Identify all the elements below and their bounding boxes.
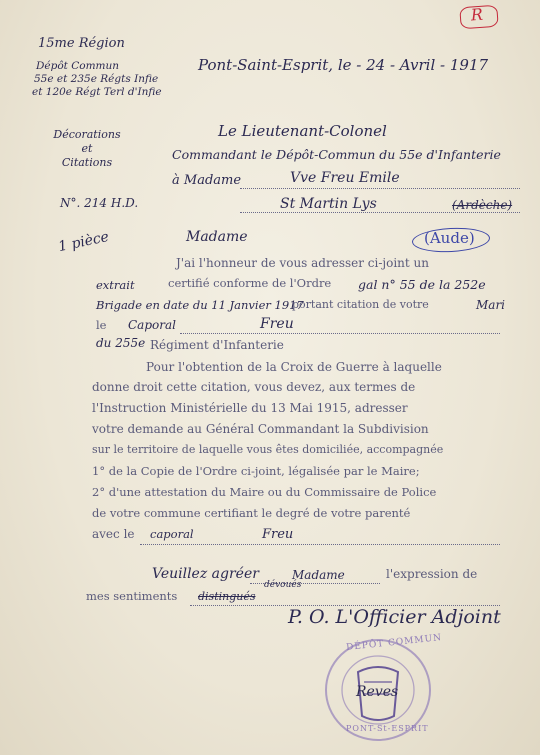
body-line-4-le: le [96, 318, 107, 332]
place-date: Pont-Saint-Esprit, le - 24 - Avril - 1917 [198, 56, 489, 74]
closing-madame: Madame [292, 568, 345, 582]
department-line: et [81, 142, 93, 155]
recipient-dots [240, 188, 520, 189]
body-line-8: l'Instruction Ministérielle du 13 Mai 1915, adresser [92, 401, 408, 415]
corner-mark-letter: R [470, 4, 484, 25]
body-line-12: 2° d'une attestation du Maire ou du Commissaire de Police [92, 485, 437, 499]
sender-unit: Commandant le Dépôt-Commun du 55e d'Infanterie [172, 147, 501, 162]
body-line-3-mari: Mari [476, 298, 506, 312]
enclosure-count: 1 pièce [56, 228, 111, 256]
signature-initials: Reves [356, 684, 399, 700]
body-line-11: 1° de la Copie de l'Ordre ci-joint, légalisée par le Maire; [92, 464, 420, 478]
body-line-4-dots [180, 333, 500, 334]
body-line-1: J'ai l'honneur de vous adresser ci-joint un [176, 256, 430, 270]
department-line: Citations [61, 156, 113, 169]
struck-department: (Ardèche) [452, 198, 513, 212]
body-line-7: donne droit cette citation, vous devez, aux termes de [92, 380, 416, 394]
recipient-place: St Martin Lys [280, 196, 377, 212]
body-line-14-dots [140, 544, 500, 545]
stamp-outer-text: DÉPÔT COMMUN [345, 632, 443, 654]
body-line-14-rank: caporal [150, 527, 194, 541]
closing-struck-word: distingués [198, 590, 256, 603]
recipient-name: Vve Freu Emile [290, 170, 400, 186]
department-block [52, 128, 122, 170]
body-line-6: Pour l'obtention de la Croix de Guerre à laquelle [146, 360, 442, 374]
closing-sentiments: mes sentiments [86, 589, 178, 603]
depot-line: Dépôt Commun [36, 60, 120, 72]
body-line-2-text: certifié conforme de l'Ordre [168, 276, 332, 290]
closing-veuillez: Veuillez agréer [152, 566, 259, 582]
recipient-prefix: à Madame [172, 173, 242, 188]
body-line-3-text: portant citation de votre [292, 298, 429, 311]
depot-line: et 120e Régt Terl d'Infie [32, 86, 162, 98]
corner-red-mark [459, 5, 498, 30]
body-line-14-prefix: avec le [92, 527, 135, 541]
body-line-4-rank: Caporal [128, 318, 176, 332]
body-line-10: sur le territoire de laquelle vous êtes domiciliée, accompagnée [92, 443, 444, 456]
stamp-lower-text: PONT-St-ESPRIT [346, 724, 429, 733]
body-line-2-extract: extrait [96, 278, 135, 292]
sender-title: Le Lieutenant-Colonel [218, 122, 387, 140]
region-label: 15me Région [38, 36, 125, 51]
body-line-3-brigade: Brigade en date du 11 Janvier 1917 [96, 298, 304, 312]
body-line-4-name: Freu [260, 316, 294, 332]
body-line-2-order: gal n° 55 de la 252e [358, 277, 486, 292]
depot-block [32, 60, 162, 99]
body-line-9: votre demande au Général Commandant la Subdivision [92, 422, 429, 436]
closing-expression: l'expression de [386, 567, 478, 581]
body-line-5-regt: du 255e [96, 336, 146, 350]
department-correction: (Aude) [424, 229, 475, 247]
salutation: Madame [186, 229, 248, 245]
body-line-13: de votre commune certifiant le degré de votre parenté [92, 506, 411, 520]
signature-officer: P. O. L'Officier Adjoint [288, 606, 501, 628]
department-line: Décorations [53, 128, 121, 141]
address-dots [240, 212, 520, 213]
reference-number: N°. 214 H.D. [60, 196, 139, 210]
body-line-14-name: Freu [262, 527, 294, 542]
body-line-5-text: Régiment d'Infanterie [150, 338, 284, 352]
closing-inserted-word: dévoués [264, 580, 302, 590]
depot-line: 55e et 235e Régts Infie [34, 73, 159, 85]
